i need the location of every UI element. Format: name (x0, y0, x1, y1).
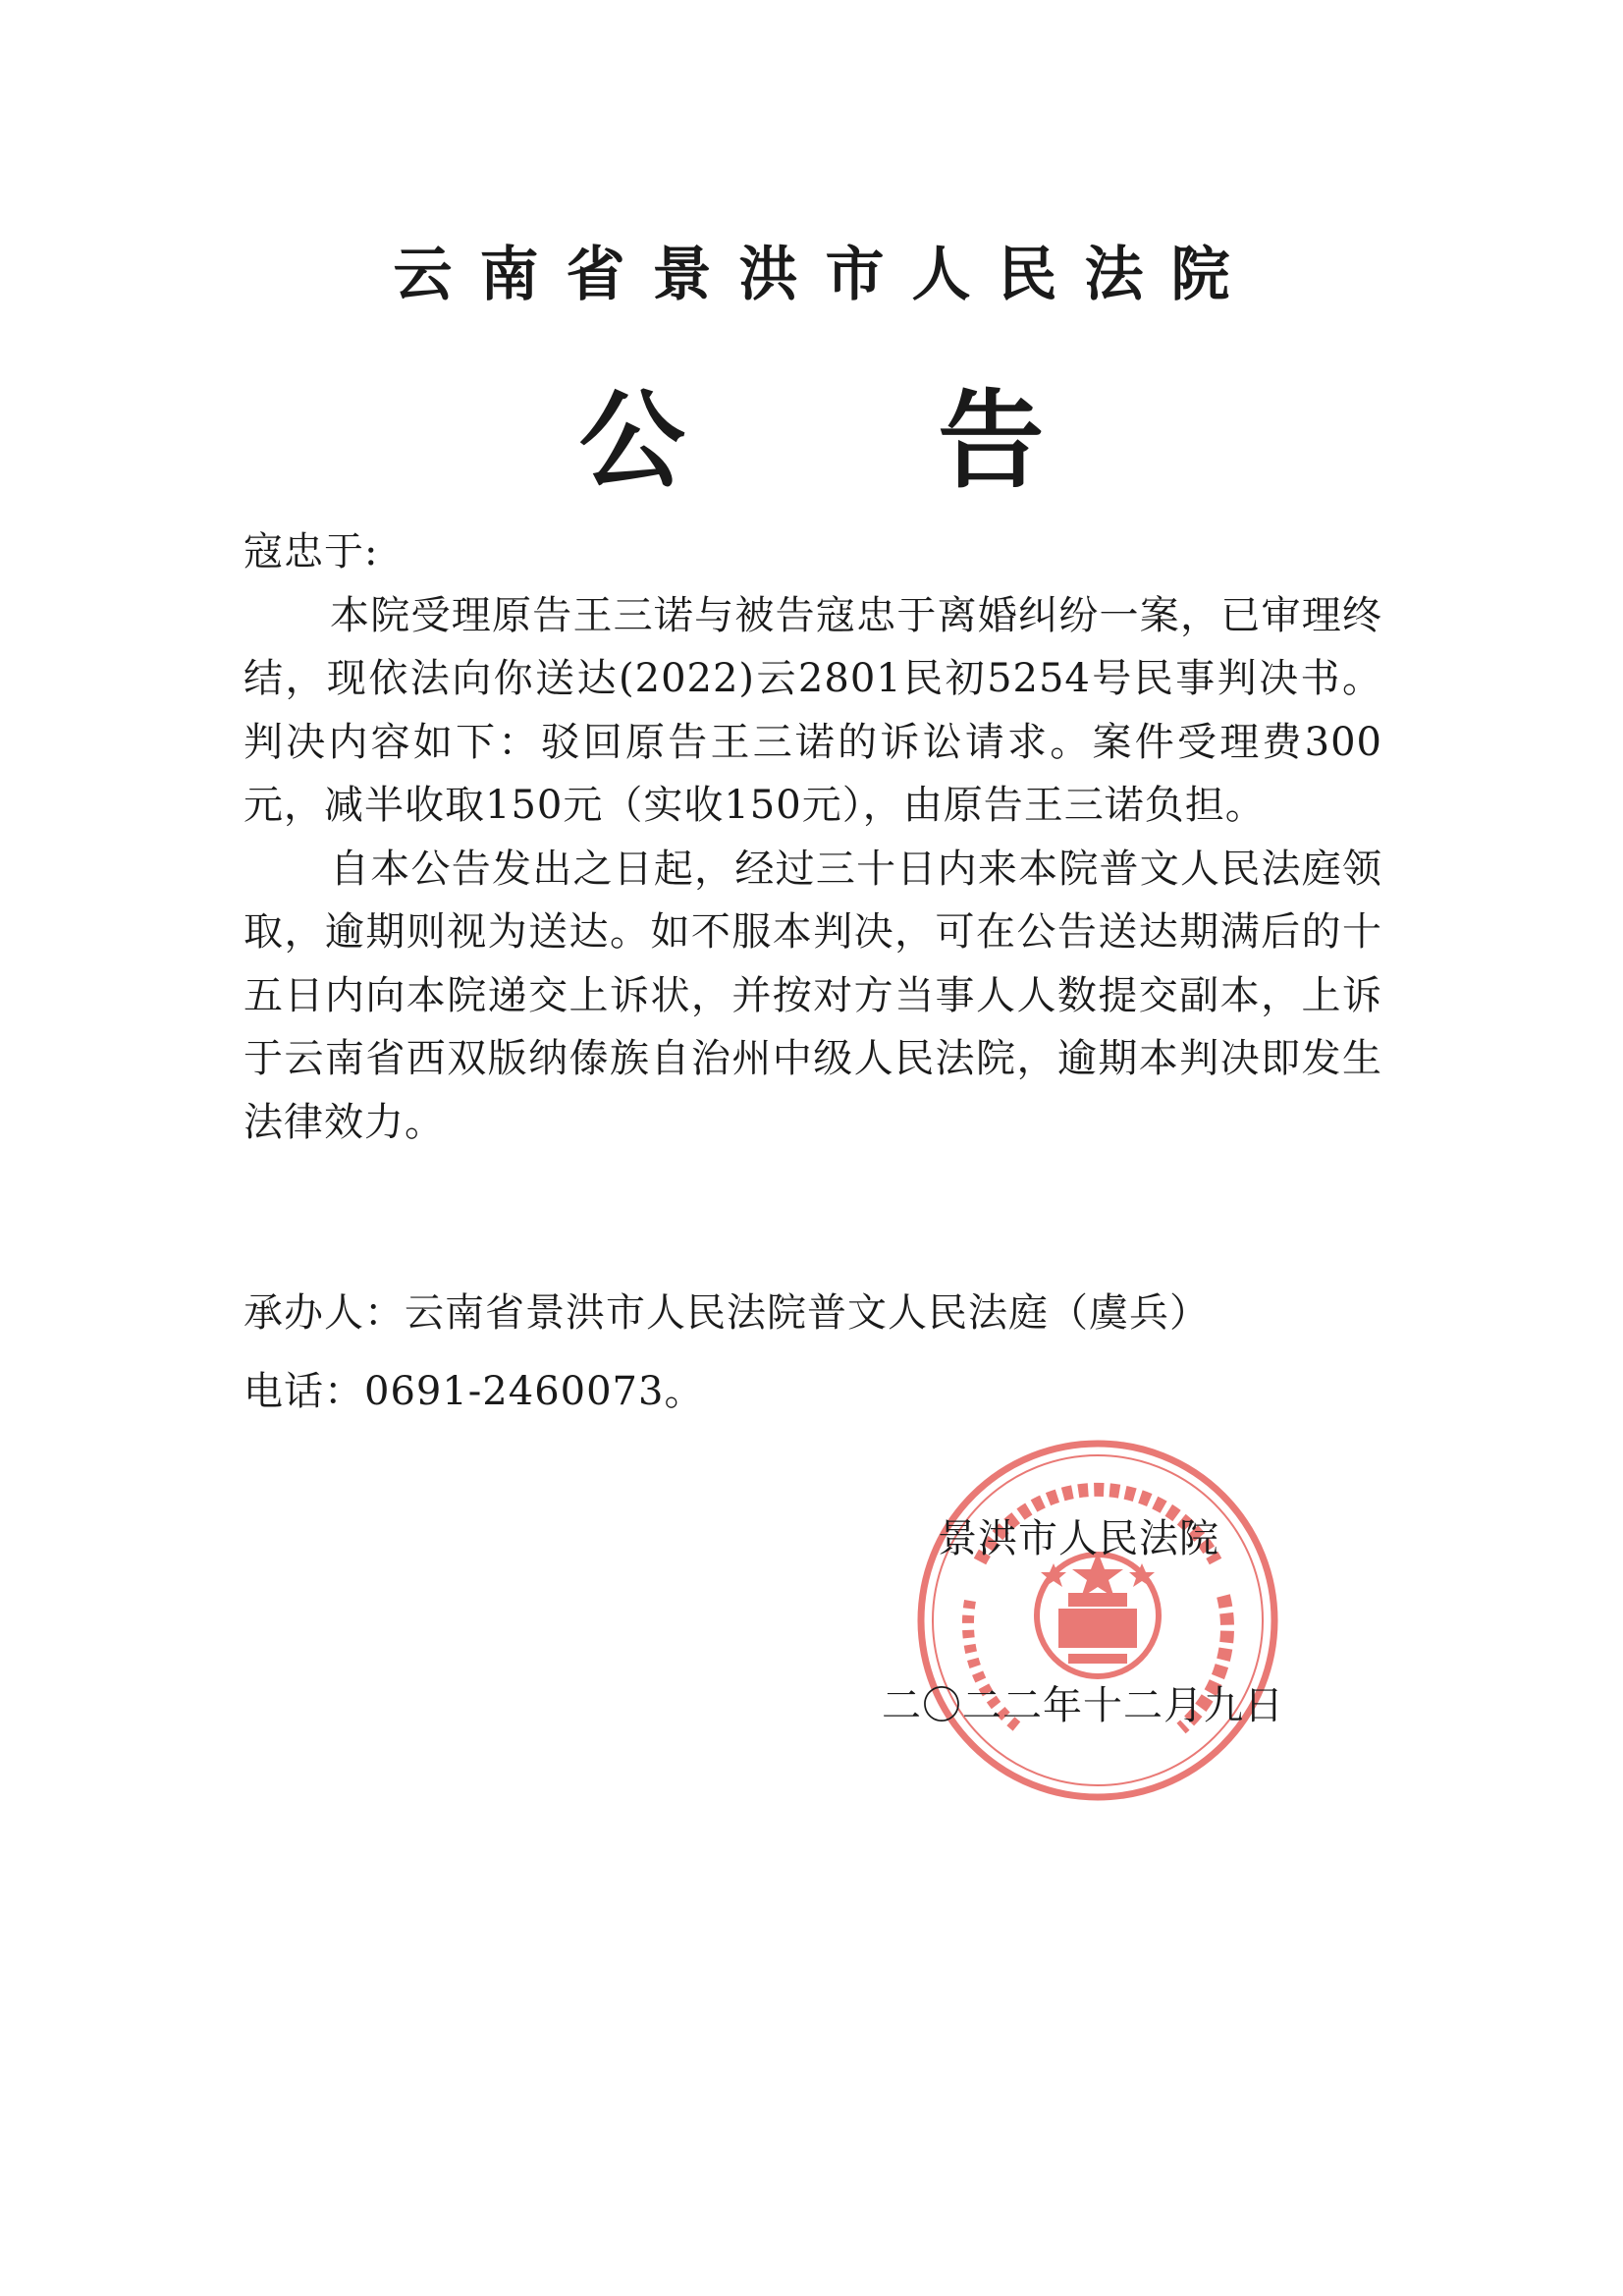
phone-line: 电话：0691-2460073。 (243, 1369, 705, 1414)
notice-body (243, 520, 1382, 1154)
court-seal (911, 1434, 1284, 1807)
notice-title: 公 告 (578, 380, 1153, 503)
signature-date: 二〇二二年十二月九日 (882, 1683, 1284, 1728)
addressee: 寇忠于: (243, 529, 379, 574)
paragraph-appeal: 自本公告发出之日起，经过三十日内来本院普文人民法庭领取，逾期则视为送达。如不服本判决，可在公告送达期满后的十五日内向本院递交上诉状，并按对方当事人人数提交副本，上诉于云南省西双版纳傣族自治州中级人民法院，逾期本判决即发生法律效力。 (243, 846, 1382, 1145)
paragraph-judgment: 本院受理原告王三诺与被告寇忠于离婚纠纷一案，已审理终结，现依法向你送达(2022)云2801民初5254号民事判决书。判决内容如下：驳回原告王三诺的诉讼请求。案件受理费300元，减半收取150元（实收150元），由原告王三诺负担。 (243, 592, 1382, 828)
signature-court: 景洪市人民法院 (938, 1516, 1219, 1561)
court-name: 云南省景洪市人民法院 (393, 241, 1258, 309)
undertaker-line: 承办人：云南省景洪市人民法院普文人民法庭（虞兵） (243, 1290, 1210, 1336)
national-emblem-icon (1037, 1552, 1159, 1676)
